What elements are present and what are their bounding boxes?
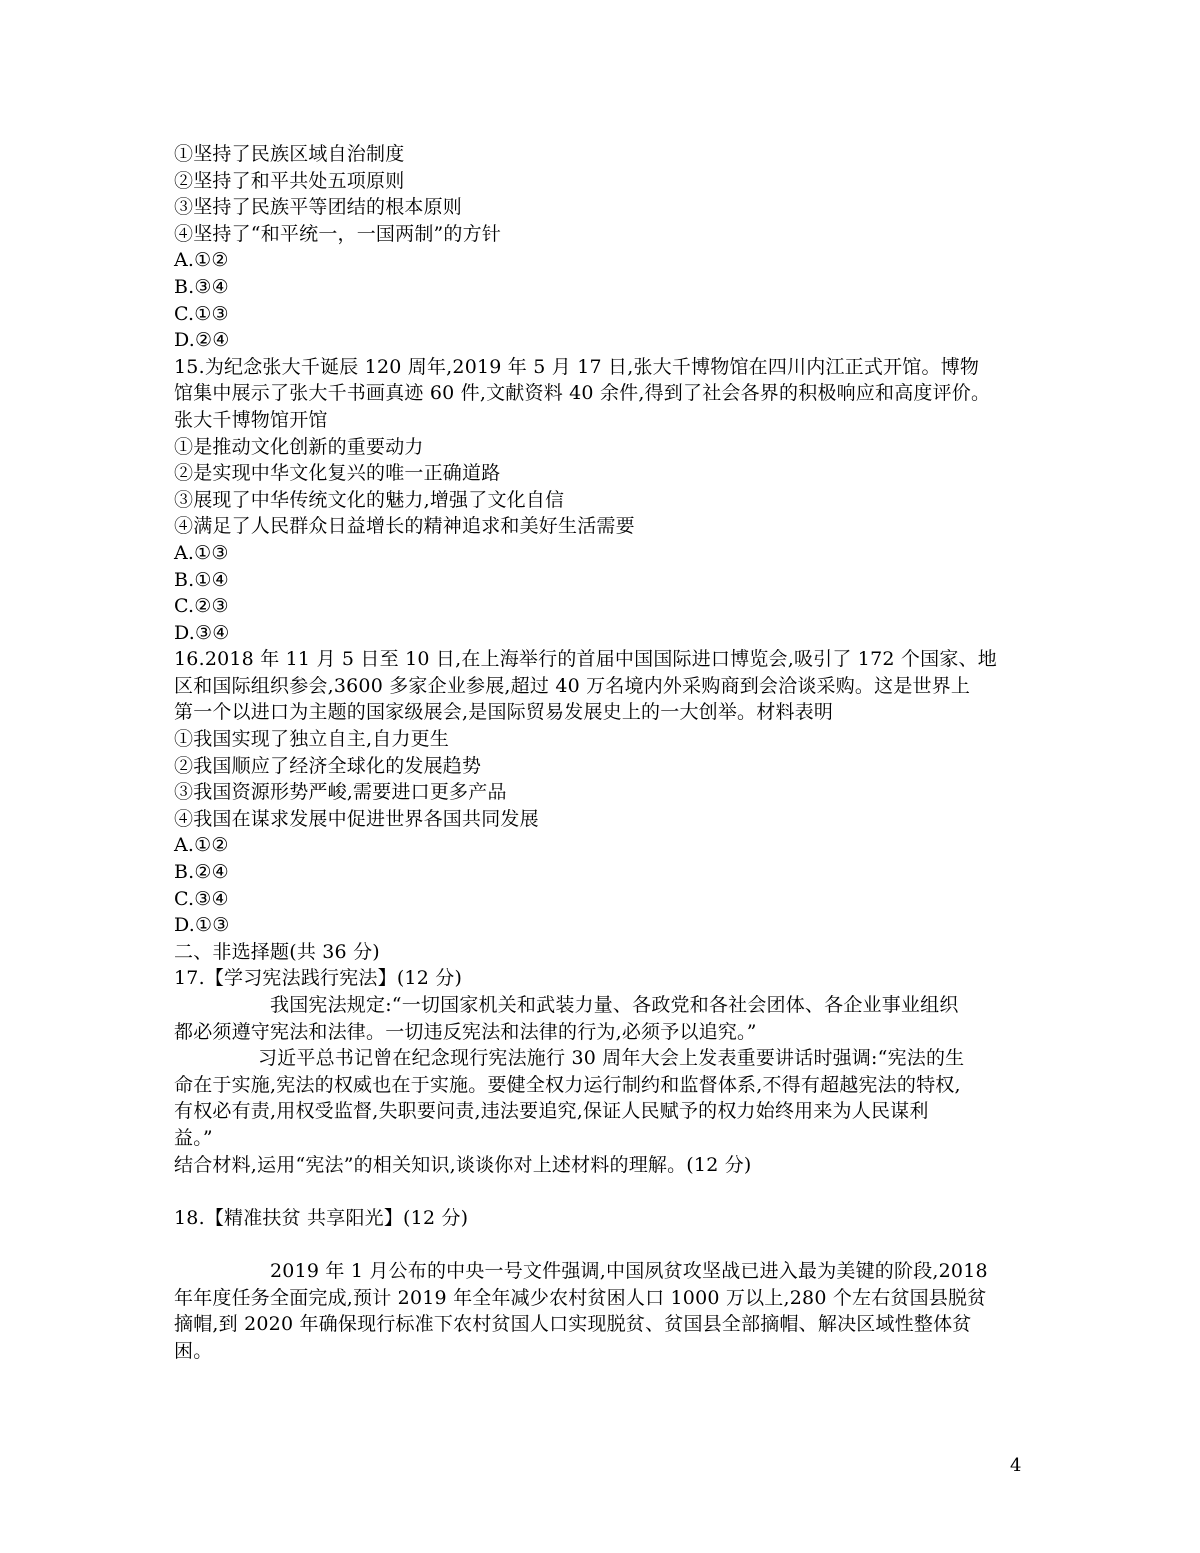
q18-material-line: 2019 年 1 月公布的中央一号文件强调,中国夙贫攻坚战已进入最为美键的阶段,2018	[270, 1259, 988, 1282]
q18-material-line: 年年度任务全面完成,预计 2019 年全年减少农村贫困人口 1000 万以上,280 个左右贫国县脱贫	[174, 1286, 987, 1309]
q14-option-2: ②坚持了和平共处五项原则	[174, 169, 405, 192]
page-content	[174, 141, 1044, 1364]
q14-choice-c: C.①③	[174, 302, 229, 325]
q17-material-line: 有权必有责,用权受监督,失职要问责,违法要追究,保证人民赋予的权力始终用来为人民谋利	[174, 1100, 929, 1123]
question-18	[174, 1205, 1044, 1365]
q18-title: 18.【精准扶贫 共享阳光】(12 分)	[174, 1206, 469, 1229]
q14-option-4: ④坚持了“和平统一，一国两制”的方针	[174, 222, 502, 245]
q14-option-1: ①坚持了民族区域自治制度	[174, 143, 405, 165]
q15-stem-line: 15.为纪念张大千诞辰 120 周年,2019 年 5 月 17 日,张大千博物馆在四川内江正式开馆。博物	[174, 355, 980, 378]
q16-option-4: ④我国在谋求发展中促进世界各国共同发展	[174, 807, 539, 830]
question-17	[174, 965, 1044, 1178]
q17-material-line: 我国宪法规定:“一切国家机关和武装力量、各政党和各社会团体、各企业事业组织	[270, 994, 959, 1016]
q16-option-1: ①我国实现了独立自主,自力更生	[174, 728, 450, 751]
q16-choice-b: B.②④	[174, 861, 229, 884]
q15-option-3: ③展现了中华传统文化的魅力,增强了文化自信	[174, 488, 565, 511]
q14-option-3: ③坚持了民族平等团结的根本原则	[174, 196, 463, 219]
q16-stem-line: 16.2018 年 11 月 5 日至 10 日,在上海举行的首届中国国际进口博览会,吸引了 172 个国家、地	[174, 648, 997, 671]
q17-material-line: 益。”	[174, 1126, 213, 1149]
q15-option-1: ①是推动文化创新的重要动力	[174, 435, 424, 458]
section-2-heading: 二、非选择题(共 36 分)	[174, 940, 380, 963]
blank-line	[174, 1178, 1044, 1205]
q17-material-line: 命在于实施,宪法的权威也在于实施。要健全权力运行制约和监督体系,不得有超越宪法的特权,	[174, 1073, 961, 1096]
q15-option-4: ④满足了人民群众日益增长的精神追求和美好生活需要	[174, 515, 635, 538]
q14-choice-b: B.③④	[174, 275, 229, 298]
q14-choice-d: D.②④	[174, 329, 230, 352]
q16-choice-d: D.①③	[174, 914, 230, 937]
page-number: 4	[1010, 1455, 1022, 1476]
question-15	[174, 354, 1044, 647]
q16-option-3: ③我国资源形势严峻,需要进口更多产品	[174, 781, 507, 804]
q15-choice-b: B.①④	[174, 568, 229, 591]
question-16	[174, 646, 1044, 939]
q17-material-line: 习近平总书记曾在纪念现行宪法施行 30 周年大会上发表重要讲话时强调:“宪法的生	[258, 1047, 965, 1070]
q18-material-line: 摘帽,到 2020 年确保现行标准下农村贫国人口实现脱贫、贫国县全部摘帽、解决区域性整体贫	[174, 1313, 972, 1336]
q16-choice-c: C.③④	[174, 887, 229, 910]
q15-choice-c: C.②③	[174, 595, 229, 618]
q15-stem-line: 馆集中展示了张大千书画真迹 60 件,文献资料 40 余件,得到了社会各界的积极响应和高度评价。	[174, 382, 991, 405]
q15-choice-a: A.①③	[174, 541, 229, 564]
q14-choice-a: A.①②	[174, 249, 229, 272]
q18-material-line: 困。	[174, 1339, 213, 1362]
q17-material-line: 都必须遵守宪法和法律。一切违反宪法和法律的行为,必须予以追究。”	[174, 1020, 757, 1043]
q16-stem-line: 区和国际组织参会,3600 多家企业参展,超过 40 万名境内外采购商到会洽谈采购。这是世界上	[174, 674, 971, 697]
q16-option-2: ②我国顺应了经济全球化的发展趋势	[174, 754, 482, 777]
q17-question: 结合材料,运用“宪法”的相关知识,谈谈你对上述材料的理解。(12 分)	[174, 1153, 752, 1176]
q15-option-2: ②是实现中华文化复兴的唯一正确道路	[174, 462, 501, 485]
q16-stem-line: 第一个以进口为主题的国家级展会,是国际贸易发展史上的一大创举。材料表明	[174, 701, 834, 724]
q15-choice-d: D.③④	[174, 621, 230, 644]
blank-line	[174, 1231, 1044, 1258]
q16-choice-a: A.①②	[174, 834, 229, 857]
q15-stem-line: 张大千博物馆开馆	[174, 408, 328, 431]
q17-title: 17.【学习宪法践行宪法】(12 分)	[174, 967, 463, 990]
question-14-options	[174, 141, 1044, 354]
